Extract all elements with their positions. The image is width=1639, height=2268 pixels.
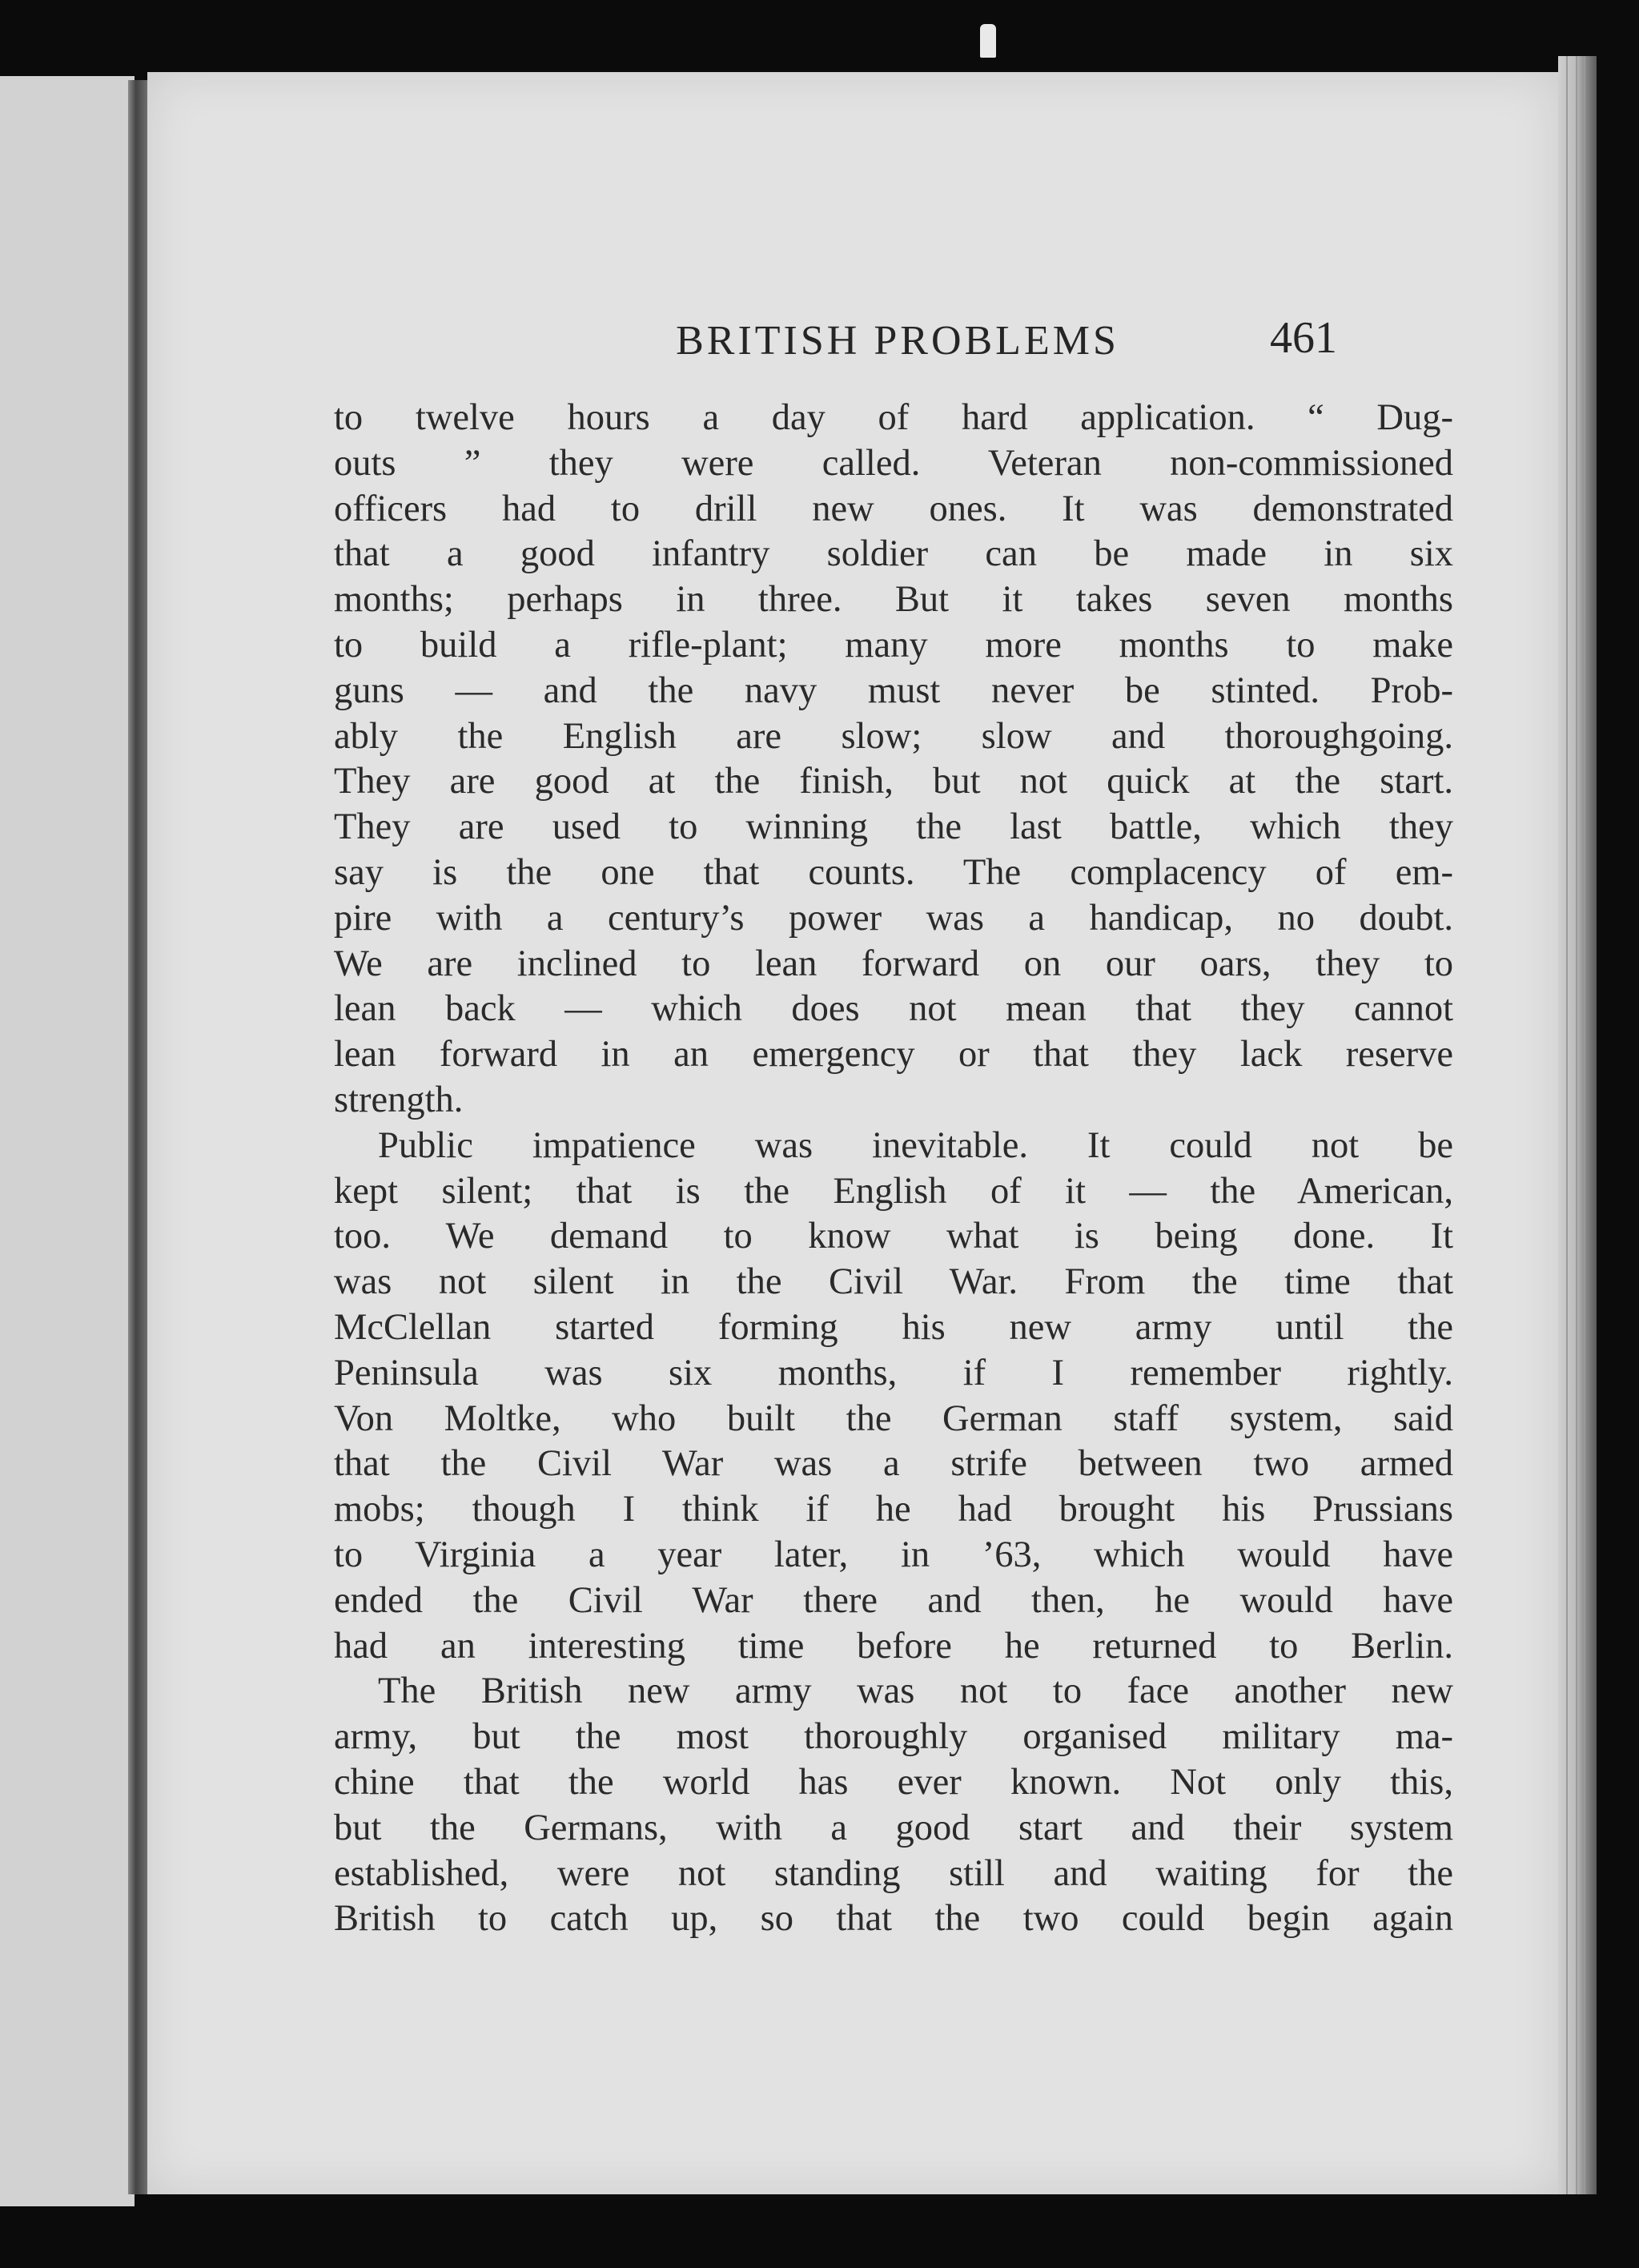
text-line: The British new army was not to face another new	[378, 1671, 1453, 1712]
text-line: to build a rifle-plant; many more months to make	[334, 624, 1453, 666]
text-line: to twelve hours a day of hard application. “ Dug-	[334, 397, 1453, 438]
text-line: ably the English are slow; slow and thoroughgoing.	[334, 715, 1453, 757]
text-line: McClellan started forming his new army until the	[334, 1306, 1453, 1348]
text-line: They are used to winning the last battle, which they	[334, 806, 1453, 848]
page-number: 461	[1270, 313, 1337, 363]
running-head: BRITISH PROBLEMS	[676, 318, 1119, 364]
text-line: that a good infantry soldier can be made in six	[334, 533, 1453, 575]
text-line: too. We demand to know what is being done. It	[334, 1216, 1453, 1257]
page-body-text	[334, 396, 1453, 1942]
text-line: had an interesting time before he returned to Berlin.	[334, 1625, 1453, 1667]
text-line: army, but the most thoroughly organised military ma-	[334, 1716, 1453, 1758]
book-gutter	[128, 80, 147, 2194]
text-line: outs ” they were called. Veteran non-commissioned	[334, 442, 1453, 484]
text-line: lean back — which does not mean that they cannot	[334, 988, 1453, 1030]
text-line: but the Germans, with a good start and their system	[334, 1807, 1453, 1848]
book-page	[147, 72, 1558, 2194]
text-line: kept silent; that is the English of it — the American,	[334, 1170, 1453, 1212]
text-line: Von Moltke, who built the German staff system, said	[334, 1397, 1453, 1439]
scanner-clip	[980, 24, 996, 58]
text-line: that the Civil War was a strife between two armed	[334, 1443, 1453, 1485]
page-header	[147, 312, 1558, 376]
text-line: say is the one that counts. The complacency of em-	[334, 851, 1453, 893]
facing-page-edge	[0, 76, 135, 2206]
text-line: chine that the world has ever known. Not only this,	[334, 1761, 1453, 1803]
text-line: months; perhaps in three. But it takes seven months	[334, 579, 1453, 621]
text-line: Peninsula was six months, if I remember rightly.	[334, 1352, 1453, 1393]
text-line: officers had to drill new ones. It was demonstrated	[334, 488, 1453, 529]
text-line: guns — and the navy must never be stinted. Prob-	[334, 670, 1453, 711]
text-line: established, were not standing still and waiting for the	[334, 1852, 1453, 1894]
text-line: pire with a century’s power was a handicap, no doubt.	[334, 897, 1453, 939]
text-line: to Virginia a year later, in ’63, which would have	[334, 1534, 1453, 1575]
text-line: strength.	[334, 1079, 464, 1120]
text-line: mobs; though I think if he had brought his Prussians	[334, 1489, 1453, 1530]
text-line: Public impatience was inevitable. It could not be	[378, 1124, 1453, 1166]
text-line: We are inclined to lean forward on our oars, they to	[334, 943, 1453, 984]
text-line: They are good at the finish, but not quick at the start.	[334, 761, 1453, 802]
page-stack-edge	[1558, 56, 1597, 2194]
text-line: British to catch up, so that the two could begin again	[334, 1898, 1453, 1940]
text-line: was not silent in the Civil War. From the time that	[334, 1261, 1453, 1303]
text-line: ended the Civil War there and then, he would have	[334, 1579, 1453, 1621]
text-line: lean forward in an emergency or that they lack reserve	[334, 1034, 1453, 1076]
